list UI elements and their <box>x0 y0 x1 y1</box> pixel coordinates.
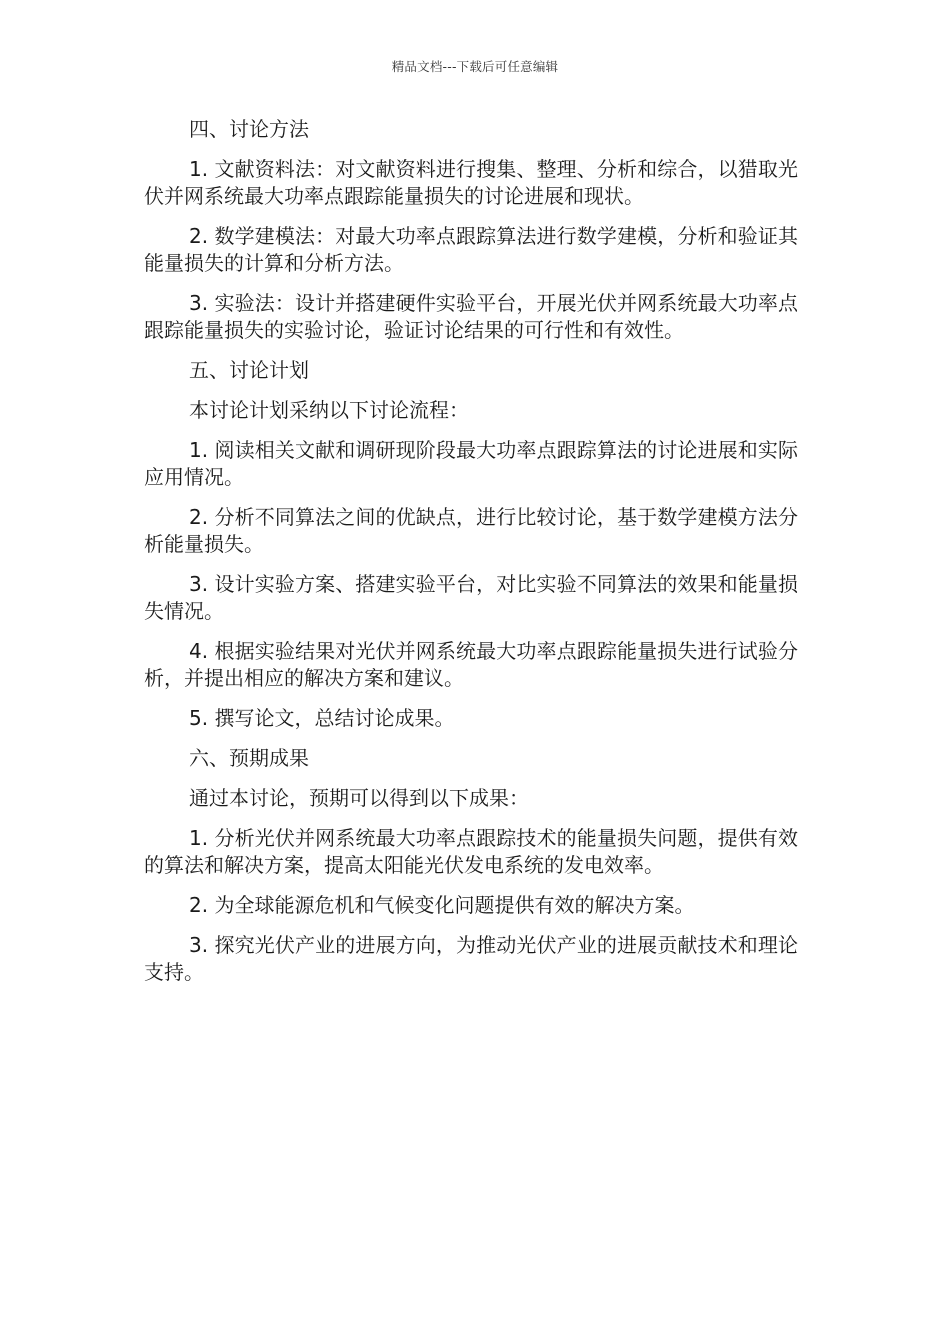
plan-item-5: 5. 撰写论文，总结讨论成果。 <box>189 706 455 730</box>
result-item-3: 3. 探究光伏产业的进展方向，为推动光伏产业的进展贡献技术和理论支持。 <box>144 933 798 984</box>
result-item-2: 2. 为全球能源危机和气候变化问题提供有效的解决方案。 <box>189 893 695 917</box>
method-item-literature: 1. 文献资料法：对文献资料进行搜集、整理、分析和综合，以猎取光伏并网系统最大功率点跟踪能量损失的讨论进展和现状。 <box>144 157 798 208</box>
section-heading-methods: 四、讨论方法 <box>189 117 309 141</box>
method-item-modeling: 2. 数学建模法：对最大功率点跟踪算法进行数学建模，分析和验证其能量损失的计算和分析方法。 <box>144 224 798 275</box>
plan-item-1: 1. 阅读相关文献和调研现阶段最大功率点跟踪算法的讨论进展和实际应用情况。 <box>144 438 798 489</box>
plan-item-3: 3. 设计实验方案、搭建实验平台，对比实验不同算法的效果和能量损失情况。 <box>144 572 798 623</box>
page-header: 精品文档---下载后可任意编辑 <box>391 59 559 74</box>
section-heading-results: 六、预期成果 <box>189 746 309 770</box>
plan-item-4: 4. 根据实验结果对光伏并网系统最大功率点跟踪能量损失进行试验分析，并提出相应的解决方案和建议。 <box>144 639 798 690</box>
plan-item-2: 2. 分析不同算法之间的优缺点，进行比较讨论，基于数学建模方法分析能量损失。 <box>144 505 798 556</box>
method-item-experiment: 3. 实验法：设计并搭建硬件实验平台，开展光伏并网系统最大功率点跟踪能量损失的实验讨论，验证讨论结果的可行性和有效性。 <box>144 291 798 342</box>
document-body <box>144 116 798 999</box>
result-item-1: 1. 分析光伏并网系统最大功率点跟踪技术的能量损失问题，提供有效的算法和解决方案，提高太阳能光伏发电系统的发电效率。 <box>144 826 798 877</box>
results-intro: 通过本讨论，预期可以得到以下成果： <box>189 786 529 810</box>
plan-intro: 本讨论计划采纳以下讨论流程： <box>189 398 469 422</box>
section-heading-plan: 五、讨论计划 <box>189 358 309 382</box>
